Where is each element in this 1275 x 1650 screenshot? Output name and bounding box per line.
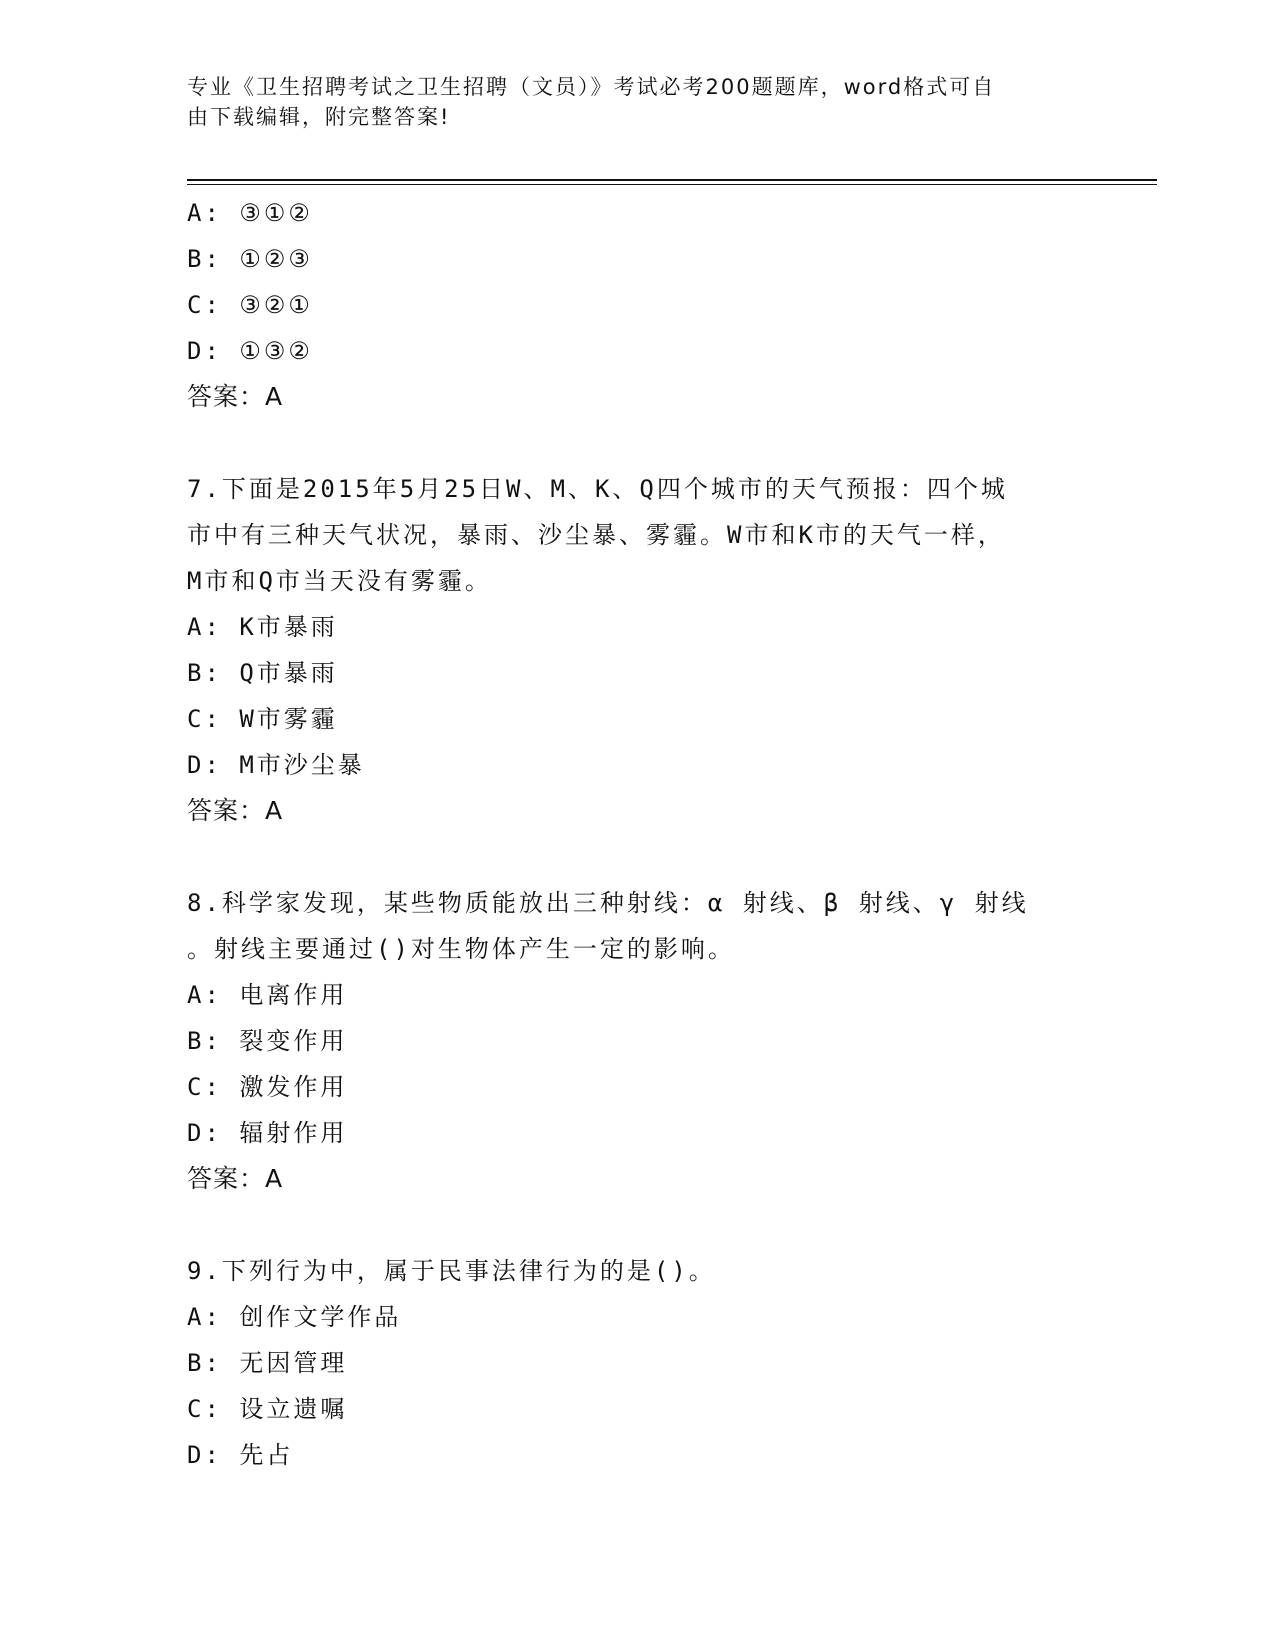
option-d: D: 辐射作用 [187,1119,348,1147]
option-d: D: 先占 [187,1441,294,1469]
question-text: 8.科学家发现，某些物质能放出三种射线：α 射线、β 射线、γ 射线 [187,889,1029,917]
option-c: C: W市雾霾 [187,705,338,733]
option-d: D: M市沙尘暴 [187,751,365,779]
question-6-tail [187,190,1087,420]
page-header [187,72,1087,132]
answer-line: 答案：A [187,382,284,411]
header-line-2: 由下载编辑，附完整答案! [187,105,451,129]
option-a: A: 电离作用 [187,981,348,1009]
option-c: C: ③②① [187,291,313,319]
answer-line: 答案：A [187,1164,284,1193]
question-8 [187,880,1087,1202]
option-a: A: ③①② [187,199,313,227]
answer-line: 答案：A [187,796,284,825]
question-text: 9.下列行为中，属于民事法律行为的是()。 [187,1257,716,1285]
header-divider-thin [187,184,1157,185]
question-text: 7.下面是2015年5月25日W、M、K、Q四个城市的天气预报：四个城 [187,475,1008,503]
option-a: A: K市暴雨 [187,613,338,641]
header-divider-thick [187,179,1157,181]
option-b: B: Q市暴雨 [187,659,338,687]
question-list [187,190,1087,1478]
option-c: C: 设立遗嘱 [187,1395,348,1423]
option-c: C: 激发作用 [187,1073,348,1101]
option-b: B: ①②③ [187,245,313,273]
option-a: A: 创作文学作品 [187,1303,402,1331]
question-9 [187,1248,1087,1478]
question-text: 市中有三种天气状况，暴雨、沙尘暴、雾霾。W市和K市的天气一样， [187,521,1005,549]
question-7 [187,466,1087,834]
option-d: D: ①③② [187,337,313,365]
option-b: B: 无因管理 [187,1349,348,1377]
question-text: 。射线主要通过()对生物体产生一定的影响。 [187,935,735,963]
option-b: B: 裂变作用 [187,1027,348,1055]
header-line-1: 专业《卫生招聘考试之卫生招聘（文员）》考试必考200题题库，word格式可自 [187,75,996,99]
question-text: M市和Q市当天没有雾霾。 [187,567,492,595]
